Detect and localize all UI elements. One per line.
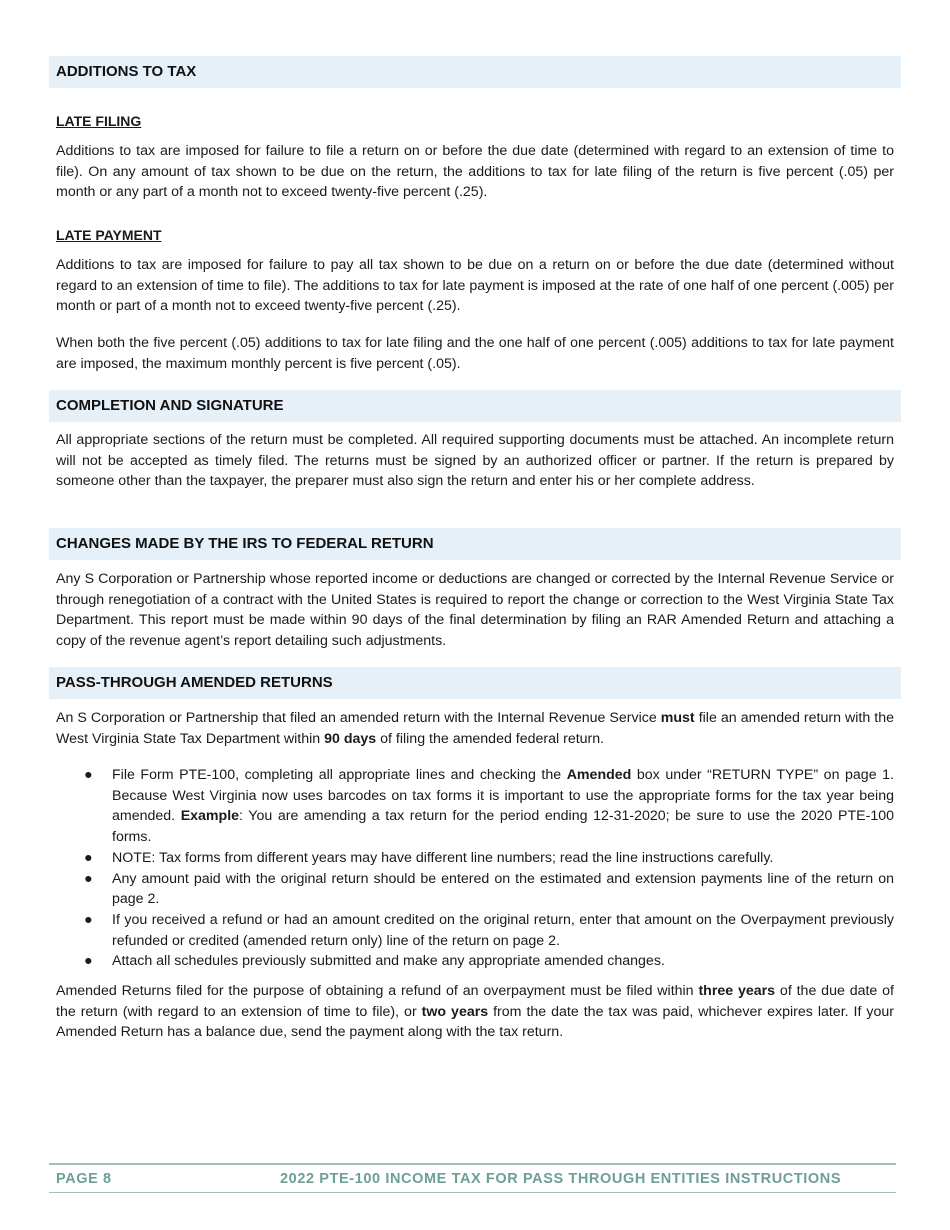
late-payment-paragraph: Additions to tax are imposed for failure to pay all tax shown to be due on a return on or before the due date (determined without regard to an extension of time to file). The additions to tax for late payment is imposed at the rate of one half of one percent (.005) per month or part of a month not to exceed twenty-five percent (.25).	[56, 257, 894, 315]
section-title: PASS-THROUGH AMENDED RETURNS	[56, 674, 333, 691]
bold-text: Amended	[566, 767, 632, 783]
text: from the date the tax was paid, whichever expires later. If your Amended Return has a balance due, send the payment along with the tax return.	[56, 1003, 895, 1041]
text: NOTE: Tax forms from different years may have different line numbers; read the line instructions carefully.	[112, 849, 774, 866]
text: : You are amending a tax return for the period ending 12-31-2020; be sure to use the 2020 PTE-100 forms.	[112, 808, 895, 846]
bullet-icon: ●	[84, 953, 93, 970]
bold-text: three years	[698, 983, 776, 999]
footer-bottom-rule	[49, 1192, 896, 1193]
footer-document-title: 2022 PTE-100 INCOME TAX FOR PASS THROUGH ENTITIES INSTRUCTIONS	[280, 1171, 842, 1187]
footer-top-rule	[49, 1163, 896, 1165]
text: Any amount paid with the original return should be entered on the estimated and extension payments line of the return on page 2.	[112, 870, 894, 908]
section-header-irs-changes	[49, 528, 901, 560]
amended-intro-paragraph	[56, 708, 894, 749]
irs-changes-paragraph: Any S Corporation or Partnership whose reported income or deductions are changed or corrected by the Internal Revenue Service or through renegotiation of a contract with the United States is required to report the change or correction to the West Virginia State Tax Department. This report must be made within 90 days of the final determination by filing an RAR Amended Return and attaching a copy of the revenue agent’s report detailing such adjustments.	[56, 571, 894, 650]
section-title: COMPLETION AND SIGNATURE	[56, 397, 284, 414]
bullet-icon: ●	[84, 849, 93, 866]
subheading-late-payment: LATE PAYMENT	[56, 227, 162, 243]
bold-text: two years	[421, 1003, 489, 1020]
text: Attach all schedules previously submitted and make any appropriate amended changes.	[112, 953, 665, 970]
subheading-late-filing: LATE FILING	[56, 113, 142, 129]
bullet-icon: ●	[84, 911, 93, 928]
text: If you received a refund or had an amount credited on the original return, enter that amount on the Overpayment previously refunded or credited (amended return only) line of the return on page 2.	[112, 911, 894, 949]
text: An S Corporation or Partnership that filed an amended return with the Internal Revenue Service	[56, 710, 661, 726]
list-item	[56, 869, 894, 910]
text: of filing the amended federal return.	[376, 730, 605, 747]
bold-text: must	[660, 710, 695, 726]
section-title: CHANGES MADE BY THE IRS TO FEDERAL RETURN	[56, 535, 434, 552]
list-item	[56, 848, 894, 869]
bold-text: 90 days	[324, 730, 377, 747]
completion-paragraph: All appropriate sections of the return must be completed. All required supporting documents must be attached. An incomplete return will not be accepted as timely filed. The returns must be signed by an authorized officer or partner. If the return is prepared by someone other than the taxpayer, the preparer must also sign the return and enter his or her complete address.	[56, 432, 894, 490]
text: File Form PTE-100, completing all appropriate lines and checking the	[112, 767, 567, 783]
text: Amended Returns filed for the purpose of obtaining a refund of an overpayment must be filed within	[56, 983, 699, 999]
text: of the due date of the return (with regard to an extension of time to file), or	[56, 983, 894, 1020]
section-header-amended	[49, 667, 901, 699]
footer-page-number: PAGE 8	[56, 1171, 112, 1187]
late-filing-paragraph: Additions to tax are imposed for failure to file a return on or before the due date (determined with regard to an extension of time to file). On any amount of tax shown to be due on the return, the additions to tax for late filing of the return is five percent (.05) per month or any part of a month not to exceed twenty-five percent (.25).	[56, 143, 894, 201]
section-header-additions	[49, 56, 901, 88]
bullet-icon: ●	[84, 870, 93, 887]
section-header-completion	[49, 390, 901, 422]
text: box under “RETURN TYPE” on page 1. Because West Virginia now uses barcodes on tax forms it is important to use the appropriate forms for the tax year being amended.	[112, 767, 894, 825]
combined-penalty-paragraph: When both the five percent (.05) additions to tax for late filing and the one half of one percent (.005) additions to tax for late payment are imposed, the maximum monthly percent is five percent (.05).	[56, 335, 894, 372]
list-item	[56, 951, 894, 972]
list-item	[56, 910, 894, 951]
bullet-icon: ●	[84, 767, 93, 783]
bold-text: Example	[180, 808, 240, 825]
list-item	[56, 765, 894, 848]
amended-closing-paragraph	[56, 981, 894, 1043]
section-title: ADDITIONS TO TAX	[56, 63, 197, 80]
text: file an amended return with the West Virginia State Tax Department within	[56, 710, 894, 747]
amended-bullet-list	[56, 765, 894, 972]
